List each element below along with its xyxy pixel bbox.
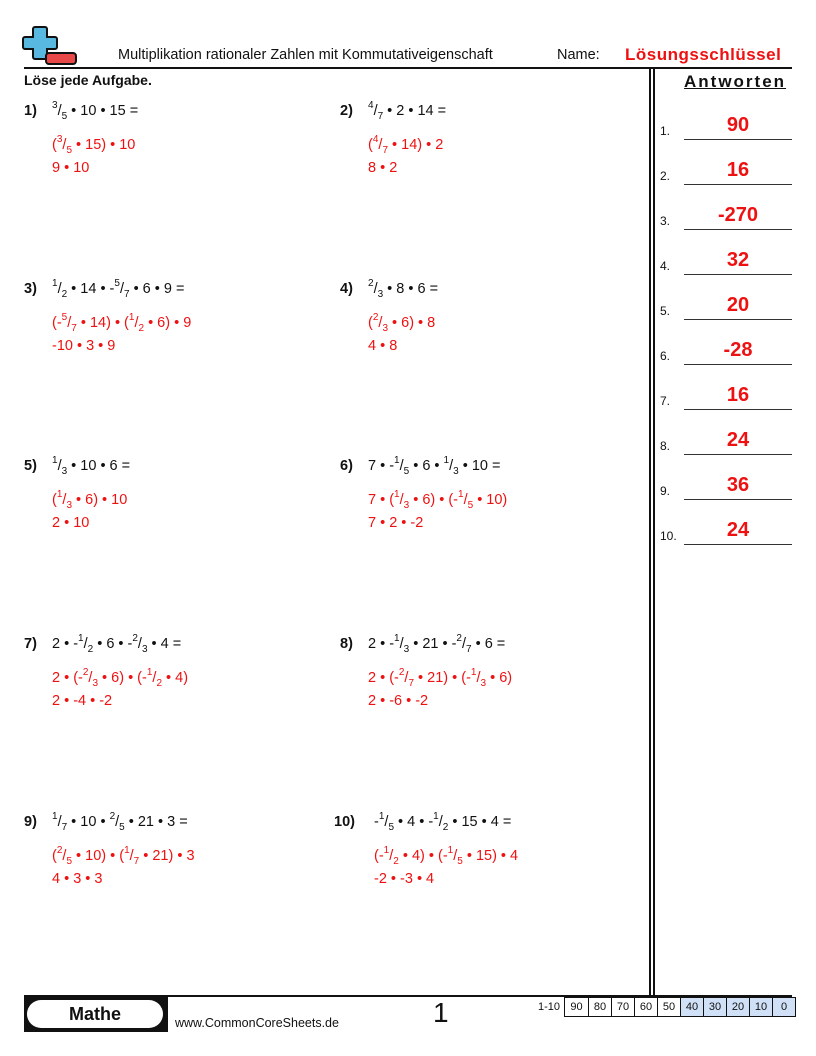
answer-blank-line <box>684 274 792 276</box>
fraction: $^1/_3$ <box>443 455 459 477</box>
problem-question <box>52 455 131 477</box>
expression-text: 7 • - <box>368 458 395 474</box>
problem-question <box>368 455 501 477</box>
expression-text: 2 • (- <box>368 670 399 686</box>
answer-value[interactable]: 24 <box>726 519 750 541</box>
fraction: $^1/_3$ <box>56 489 72 511</box>
expression-text: • 10 • 15 = <box>67 103 139 119</box>
expression-text: • 6 • <box>409 458 444 474</box>
page-number: 1 <box>433 997 449 1028</box>
score-cell: 70 <box>611 998 634 1016</box>
expression-text: • 14) • ( <box>76 315 129 331</box>
problem-number: 5) <box>24 458 37 474</box>
solution-step-1 <box>52 667 189 689</box>
answer-number: 2. <box>660 169 671 183</box>
expression-text: • 2 • 14 = <box>383 103 447 119</box>
answer-blank-line <box>684 364 792 366</box>
website-url: www.CommonCoreSheets.de <box>175 1016 339 1030</box>
answer-blank-line <box>684 409 792 411</box>
answer-value[interactable]: -28 <box>723 339 753 361</box>
expression-text: • 15) • 10 <box>72 137 136 153</box>
answer-number: 6. <box>660 349 671 363</box>
answer-row <box>660 245 792 275</box>
solution-step-2: -2 • -3 • 4 <box>374 871 435 887</box>
answer-row <box>660 470 792 500</box>
expression-text: • 14) • 2 <box>388 137 444 153</box>
solution-step-1 <box>52 489 128 511</box>
problem-number: 7) <box>24 636 37 652</box>
solution-step-1 <box>374 845 519 867</box>
expression-text: • 15) • 4 <box>462 848 519 864</box>
problem-number: 9) <box>24 814 37 830</box>
problem-question <box>368 100 447 122</box>
answer-value[interactable]: 32 <box>726 249 750 271</box>
answer-blank-line <box>684 544 792 546</box>
expression-text: ( <box>368 137 373 153</box>
fraction: $^2/_5$ <box>56 845 72 867</box>
problem-number: 3) <box>24 281 37 297</box>
expression-text: • 4) • (- <box>398 848 448 864</box>
problem-question <box>52 278 185 300</box>
expression-text: • 21 • - <box>409 636 457 652</box>
name-label: Name: <box>557 47 600 63</box>
problem-question <box>374 811 512 833</box>
answer-row <box>660 380 792 410</box>
fraction: $^2/_3$ <box>368 278 384 300</box>
score-cell: 30 <box>703 998 726 1016</box>
expression-text: • 4 = <box>147 636 182 652</box>
answer-number: 1. <box>660 124 671 138</box>
subject-label: Mathe <box>27 1000 163 1028</box>
score-cell: 20 <box>726 998 749 1016</box>
answer-number: 4. <box>660 259 671 273</box>
fraction: $^1/_7$ <box>52 811 68 833</box>
fraction: $^1/_3$ <box>52 455 68 477</box>
expression-text: • 10 • 6 = <box>67 458 131 474</box>
score-table <box>564 997 796 1017</box>
answer-number: 7. <box>660 394 671 408</box>
fraction: $^3/_5$ <box>52 100 68 122</box>
solution-step-1 <box>368 312 436 334</box>
expression-text: - <box>374 814 379 830</box>
fraction: $^5/_7$ <box>114 278 130 300</box>
fraction: $^2/_7$ <box>456 633 472 655</box>
score-cell: 40 <box>680 998 703 1016</box>
subject-badge <box>24 997 168 1032</box>
solution-step-1 <box>368 489 508 511</box>
answer-value[interactable]: 90 <box>726 114 750 136</box>
answer-number: 3. <box>660 214 671 228</box>
worksheet-title: Multiplikation rationaler Zahlen mit Kommutativeigenschaft <box>118 47 493 63</box>
solution-step-2: 2 • -6 • -2 <box>368 693 429 709</box>
solution-step-2: 9 • 10 <box>52 160 90 176</box>
solution-step-2: 8 • 2 <box>368 160 398 176</box>
score-cell: 90 <box>570 1001 583 1013</box>
score-cell: 60 <box>634 998 657 1016</box>
fraction: $^4/_7$ <box>368 100 384 122</box>
expression-text: 2 • - <box>52 636 79 652</box>
expression-text: • 6) • (- <box>98 670 147 686</box>
score-cell: 10 <box>749 998 772 1016</box>
solution-step-1 <box>52 134 136 156</box>
solution-step-1 <box>368 134 444 156</box>
problem-number: 6) <box>340 458 353 474</box>
fraction: $^1/_2$ <box>52 278 68 300</box>
problem-question <box>368 278 439 300</box>
solution-step-2: 4 • 8 <box>368 338 398 354</box>
answer-row <box>660 290 792 320</box>
expression-text: • 6) • (- <box>409 492 459 508</box>
fraction: $^1/_2$ <box>433 811 449 833</box>
solution-step-1 <box>52 845 195 867</box>
fraction: $^1/_5$ <box>458 489 474 511</box>
solution-step-1 <box>52 312 192 334</box>
fraction: $^3/_5$ <box>56 134 72 156</box>
answer-number: 10. <box>660 529 677 543</box>
fraction: $^1/_3$ <box>394 489 410 511</box>
problem-number: 1) <box>24 103 37 119</box>
problem-question <box>368 633 506 655</box>
fraction: $^2/_3$ <box>132 633 148 655</box>
answer-value[interactable]: 20 <box>726 294 750 316</box>
expression-text: (- <box>52 315 62 331</box>
expression-text: • 6) <box>486 670 513 686</box>
fraction: $^1/_3$ <box>470 667 487 689</box>
score-range-label: 1-10 <box>537 1001 560 1013</box>
solution-step-2: 7 • 2 • -2 <box>368 515 424 531</box>
expression-text: • 21) • 3 <box>139 848 195 864</box>
fraction: $^2/_7$ <box>398 667 415 689</box>
fraction: $^1/_7$ <box>124 845 140 867</box>
expression-text: ( <box>52 137 57 153</box>
answer-number: 9. <box>660 484 671 498</box>
expression-text: • 4 • - <box>394 814 434 830</box>
score-cell: 80 <box>588 998 611 1016</box>
fraction: $^1/_2$ <box>78 633 94 655</box>
answer-value[interactable]: 24 <box>726 429 750 451</box>
expression-text: • 8 • 6 = <box>383 281 439 297</box>
fraction: $^4/_7$ <box>372 134 388 156</box>
answer-blank-line <box>684 319 792 321</box>
fraction: $^1/_2$ <box>383 845 399 867</box>
solution-step-2: 4 • 3 • 3 <box>52 871 103 887</box>
answer-column-divider <box>653 68 655 996</box>
expression-text: • 4) <box>162 670 189 686</box>
solution-step-2: -10 • 3 • 9 <box>52 338 116 354</box>
expression-text: • 6 • - <box>93 636 133 652</box>
answer-blank-line <box>684 454 792 456</box>
fraction: $^1/_2$ <box>128 312 145 334</box>
expression-text: • 10) <box>473 492 508 508</box>
expression-text: • 6 • 9 = <box>129 281 185 297</box>
expression-text: 2 • - <box>368 636 395 652</box>
instructions: Löse jede Aufgabe. <box>24 72 152 88</box>
problem-question <box>52 811 188 833</box>
solution-step-2: 2 • 10 <box>52 515 90 531</box>
answer-row <box>660 200 792 230</box>
solution-step-1 <box>368 667 513 689</box>
answer-column-divider <box>649 68 651 996</box>
expression-text: • 10 • <box>67 814 110 830</box>
score-cell: 0 <box>772 998 795 1016</box>
name-value: Lösungsschlüssel <box>625 45 782 64</box>
expression-text: • 10) • ( <box>72 848 125 864</box>
problem-number: 10) <box>334 814 355 830</box>
problem-number: 8) <box>340 636 353 652</box>
answer-number: 5. <box>660 304 671 318</box>
fraction: $^2/_3$ <box>82 667 99 689</box>
expression-text: • 10 = <box>458 458 501 474</box>
answer-blank-line <box>684 139 792 141</box>
fraction: $^2/_3$ <box>372 312 388 334</box>
solution-step-2: 2 • -4 • -2 <box>52 693 113 709</box>
answer-value[interactable]: -270 <box>717 204 759 226</box>
problem-number: 4) <box>340 281 353 297</box>
expression-text: • 15 • 4 = <box>448 814 512 830</box>
expression-text: • 6 = <box>471 636 506 652</box>
answer-row <box>660 515 792 545</box>
fraction: $^1/_5$ <box>378 811 394 833</box>
plus-minus-logo-icon <box>22 25 78 67</box>
answer-row <box>660 110 792 140</box>
answer-value[interactable]: 36 <box>726 474 750 496</box>
expression-text: 7 • ( <box>368 492 395 508</box>
answer-value[interactable]: 16 <box>726 159 750 181</box>
answer-row <box>660 425 792 455</box>
answer-value[interactable]: 16 <box>726 384 750 406</box>
answers-title: Antworten <box>684 72 787 91</box>
fraction: $^1/_3$ <box>394 633 410 655</box>
score-cell: 50 <box>657 998 680 1016</box>
expression-text: • 6) • 8 <box>388 315 436 331</box>
problem-number: 2) <box>340 103 353 119</box>
problem-question <box>52 633 182 655</box>
expression-text: (- <box>374 848 384 864</box>
expression-text: • 21) • (- <box>414 670 471 686</box>
fraction: $^1/_2$ <box>146 667 162 689</box>
header-rule <box>24 67 792 69</box>
problem-question <box>52 100 139 122</box>
expression-text: ( <box>52 492 57 508</box>
expression-text: ( <box>52 848 57 864</box>
expression-text: • 6) • 9 <box>144 315 192 331</box>
expression-text: 2 • (- <box>52 670 83 686</box>
fraction: $^5/_7$ <box>61 312 77 334</box>
answer-blank-line <box>684 499 792 501</box>
fraction: $^1/_5$ <box>447 845 463 867</box>
answer-row <box>660 155 792 185</box>
expression-text: ( <box>368 315 373 331</box>
expression-text: • 6) • 10 <box>72 492 128 508</box>
fraction: $^1/_5$ <box>394 455 410 477</box>
answer-blank-line <box>684 184 792 186</box>
answer-row <box>660 335 792 365</box>
fraction: $^2/_5$ <box>109 811 125 833</box>
answer-number: 8. <box>660 439 671 453</box>
answer-blank-line <box>684 229 792 231</box>
expression-text: • 21 • 3 = <box>124 814 188 830</box>
expression-text: • 14 • - <box>67 281 115 297</box>
